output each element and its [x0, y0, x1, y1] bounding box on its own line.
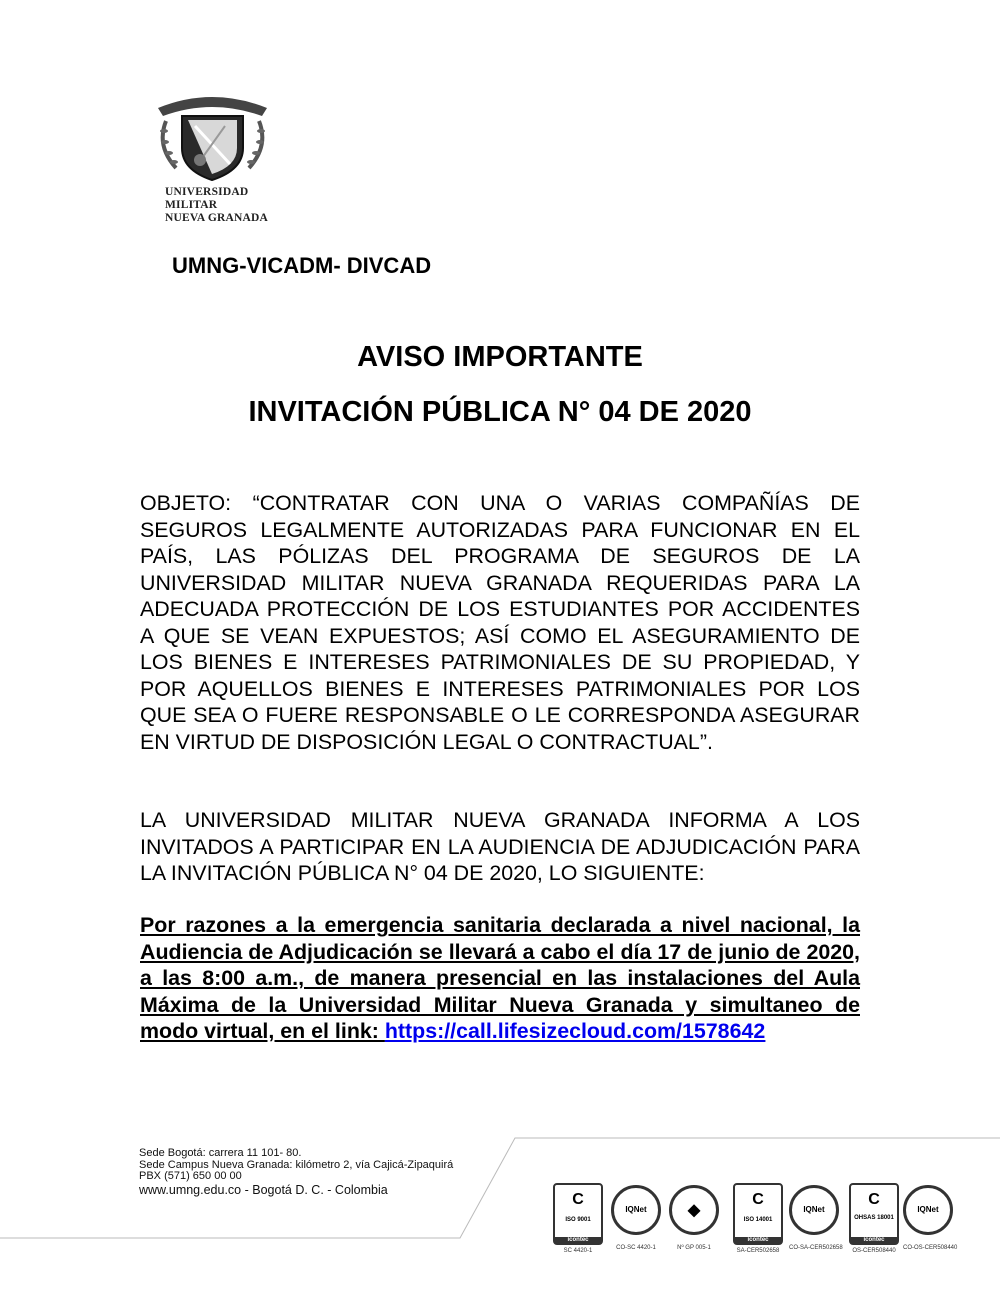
icontec-icon: C ISO 9001 icontec [553, 1183, 603, 1245]
footer-address [139, 1148, 453, 1198]
cert-ohsas18001: C OHSAS 18001 icontec OS-CER508440 [849, 1183, 899, 1254]
cert-iso14001: C ISO 14001 icontec SA-CER502658 [733, 1183, 783, 1254]
cert-iso9001: C ISO 9001 icontec SC 4420-1 [553, 1183, 603, 1254]
footer-line-pbx: PBX (571) 650 00 00 [139, 1170, 242, 1182]
document-code: UMNG-VICADM- DIVCAD [172, 253, 432, 278]
icontec-icon: C OHSAS 18001 icontec [849, 1183, 899, 1245]
cert-iqnet-1: IQNet CO-SC 4420-1 [611, 1183, 661, 1251]
footer-line-campus: Sede Campus Nueva Granada: kilómetro 2, vía Cajicá-Zipaquirá [139, 1158, 454, 1171]
page-subtitle: INVITACIÓN PÚBLICA N° 04 DE 2020 [248, 396, 752, 428]
icontec-icon: C ISO 14001 icontec [733, 1183, 783, 1245]
coat-of-arms-icon [150, 86, 275, 186]
notice-text: Por razones a la emergencia sanitaria declarada a nivel nacional, la Audiencia de Adjudicación se llevará a cabo el día 17 de junio de 2020, a las 8:00 a.m., de manera presencial en las instalaciones del Aula Máxima de la Universidad Militar Nueva Granada y simultaneo de modo virtual, en el link: [140, 913, 860, 1043]
cert-iqnet-3: IQNet CO-OS-CER508440 [903, 1183, 953, 1251]
iqnet-icon: IQNet [611, 1185, 661, 1235]
certification-logos [553, 1183, 963, 1263]
logo-text-line1: UNIVERSIDAD MILITAR [165, 186, 249, 211]
notice-paragraph [140, 912, 860, 1045]
informa-paragraph: LA UNIVERSIDAD MILITAR NUEVA GRANADA INFORMA A LOS INVITADOS A PARTICIPAR EN LA AUDIENCIA DE ADJUDICACIÓN PARA LA INVITACIÓN PÚBLICA N° 04 DE 2020, LO SIGUIENTE: [140, 808, 860, 885]
university-logo [150, 86, 275, 224]
objeto-paragraph: OBJETO: “CONTRATAR CON UNA O VARIAS COMPAÑÍAS DE SEGUROS LEGALMENTE AUTORIZADAS PARA FUNCIONAR EN EL PAÍS, LAS PÓLIZAS DEL PROGRAMA DE SEGUROS DE LA UNIVERSIDAD MILITAR NUEVA GRANADA REQUERIDAS PARA LA ADECUADA PROTECCIÓN DE LOS ESTUDIANTES POR ACCIDENTES A QUE SE VEAN EXPUESTOS; ASÍ COMO EL ASEGURAMIENTO DE LOS BIENES E INTERESES PATRIMONIALES DE SU PROPIEDAD, Y POR AQUELLOS BIENES E INTERESES PATRIMONIALES POR LOS QUE SEA O FUERE RESPONSABLE O LE CORRESPONDA ASEGURAR EN VIRTUD DE DISPOSICIÓN LEGAL O CONTRACTUAL”. [140, 491, 860, 754]
iqnet-icon: IQNet [903, 1185, 953, 1235]
colombia-map-icon: ◆ [669, 1185, 719, 1235]
logo-text-line2: NUEVA GRANADA [165, 212, 269, 224]
footer-line-web: www.umng.edu.co - Bogotá D. C. - Colombia [139, 1182, 388, 1197]
cert-iqnet-2: IQNet CO-SA-CER502658 [789, 1183, 839, 1251]
meeting-link[interactable]: https://call.lifesizecloud.com/1578642 [384, 1019, 766, 1043]
cert-gp: ◆ Nº GP 005-1 [669, 1183, 719, 1251]
page-title: AVISO IMPORTANTE [357, 341, 643, 373]
iqnet-icon: IQNet [789, 1185, 839, 1235]
footer-line-bogota: Sede Bogotá: carrera 11 101- 80. [139, 1147, 302, 1159]
